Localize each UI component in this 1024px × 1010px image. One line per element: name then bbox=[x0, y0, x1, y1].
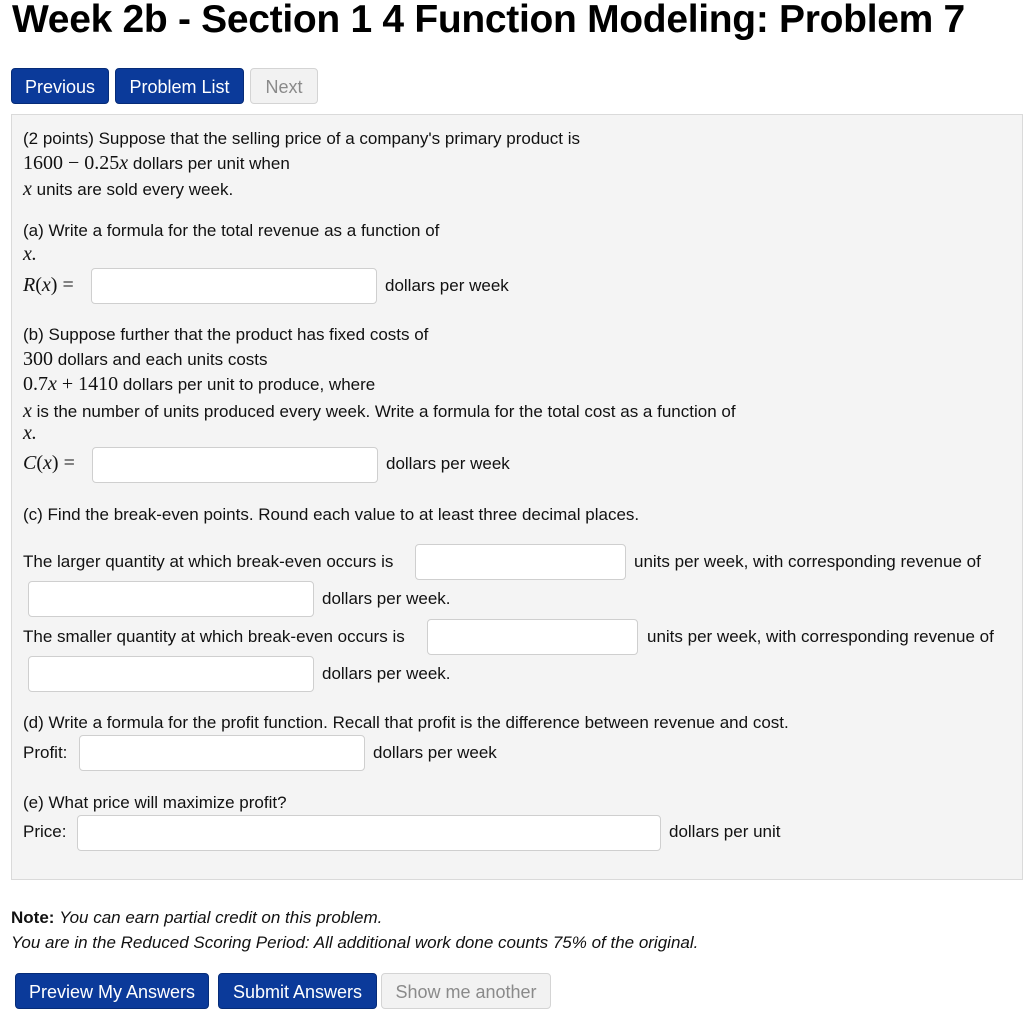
units-line: x units are sold every week. bbox=[23, 178, 234, 200]
submit-answers-button[interactable]: Submit Answers bbox=[218, 973, 377, 1009]
revenue-label: R(x) = bbox=[23, 274, 74, 296]
revenue-input[interactable] bbox=[91, 268, 377, 304]
cost-label: C(x) = bbox=[23, 452, 75, 474]
larger-quantity-input[interactable] bbox=[415, 544, 626, 580]
previous-button[interactable]: Previous bbox=[11, 68, 109, 104]
smaller-revenue-input[interactable] bbox=[28, 656, 314, 692]
part-e-text: (e) What price will maximize profit? bbox=[23, 793, 287, 812]
part-a-text: (a) Write a formula for the total revenue as a function of bbox=[23, 221, 440, 240]
larger-revenue-input[interactable] bbox=[28, 581, 314, 617]
problem-list-button[interactable]: Problem List bbox=[115, 68, 244, 104]
fixed-cost-line: 300 dollars and each units costs bbox=[23, 348, 268, 370]
reduced-scoring-note: You are in the Reduced Scoring Period: All additional work done counts 75% of the original. bbox=[11, 933, 699, 952]
preview-answers-button[interactable]: Preview My Answers bbox=[15, 973, 209, 1009]
smaller-quantity-input[interactable] bbox=[427, 619, 638, 655]
part-c-text: (c) Find the break-even points. Round each value to at least three decimal places. bbox=[23, 505, 640, 524]
part-a-var: x. bbox=[23, 243, 37, 265]
show-another-button[interactable]: Show me another bbox=[381, 973, 551, 1009]
page-title: Week 2b - Section 1 4 Function Modeling: Problem 7 bbox=[12, 0, 965, 41]
cost-input[interactable] bbox=[92, 447, 378, 483]
profit-units: dollars per week bbox=[373, 743, 497, 762]
units-produced-line: x is the number of units produced every week. Write a formula for the total cost as a function of bbox=[23, 400, 736, 422]
unit-cost-line: 0.7x + 1410 dollars per unit to produce, where bbox=[23, 373, 376, 395]
profit-label: Profit: bbox=[23, 743, 68, 762]
intro-text: (2 points) Suppose that the selling price of a company's primary product is bbox=[23, 129, 580, 148]
price-label: Price: bbox=[23, 822, 67, 841]
price-expression: 1600 − 0.25x bbox=[23, 152, 129, 174]
smaller-revenue-units: dollars per week. bbox=[322, 664, 451, 683]
note-line: Note: You can earn partial credit on this problem. bbox=[11, 908, 383, 927]
profit-input[interactable] bbox=[79, 735, 365, 771]
smaller-units-text: units per week, with corresponding revenue of bbox=[647, 627, 994, 646]
problem-panel bbox=[11, 114, 1023, 880]
price-units: dollars per unit bbox=[669, 822, 781, 841]
revenue-units: dollars per week bbox=[385, 276, 509, 295]
cost-units: dollars per week bbox=[386, 454, 510, 473]
larger-revenue-units: dollars per week. bbox=[322, 589, 451, 608]
part-b-text: (b) Suppose further that the product has fixed costs of bbox=[23, 325, 429, 344]
next-button[interactable]: Next bbox=[250, 68, 318, 104]
price-line: 1600 − 0.25x dollars per unit when bbox=[23, 152, 290, 174]
larger-units-text: units per week, with corresponding revenue of bbox=[634, 552, 981, 571]
larger-breakeven-label: The larger quantity at which break-even occurs is bbox=[23, 552, 394, 571]
price-input[interactable] bbox=[77, 815, 661, 851]
part-b-var: x. bbox=[23, 422, 37, 444]
part-d-text: (d) Write a formula for the profit function. Recall that profit is the difference between revenue and cost. bbox=[23, 713, 789, 732]
smaller-breakeven-label: The smaller quantity at which break-even occurs is bbox=[23, 627, 405, 646]
